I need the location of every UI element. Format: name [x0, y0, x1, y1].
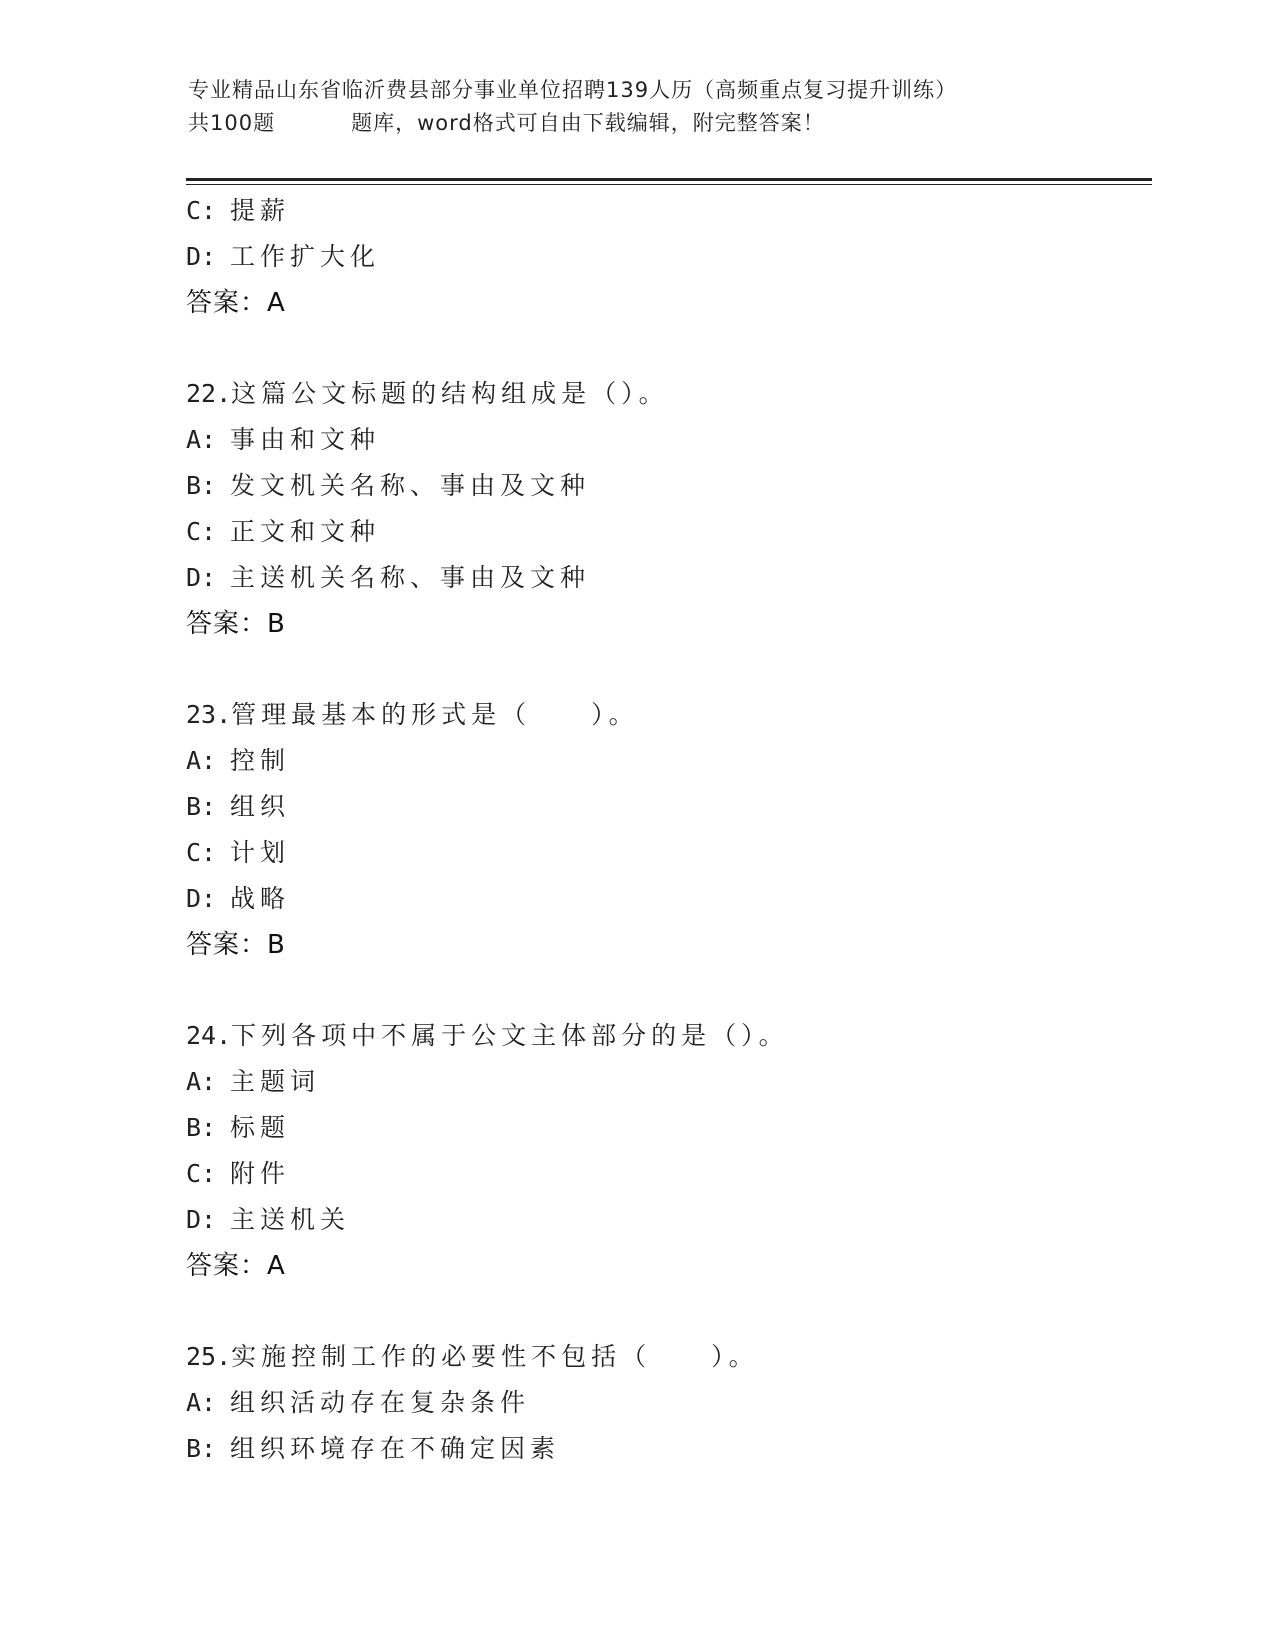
option-label: B:: [186, 471, 217, 500]
header-divider-thin: [186, 184, 1152, 185]
answer-line: 答案：B: [186, 930, 286, 960]
option-label: C:: [186, 1159, 217, 1188]
option-text: 附件: [230, 1159, 291, 1188]
answer-option: [186, 1059, 1166, 1105]
option-label: D:: [186, 563, 217, 592]
answer-option: [186, 234, 1166, 280]
question-number: 23.: [186, 700, 232, 729]
header-title-line: 专业精品山东省临沂费县部分事业单位招聘139人历（高频重点复习提升训练）: [188, 78, 958, 102]
option-text: 提薪: [230, 196, 291, 225]
answer-line: 答案：B: [186, 609, 286, 639]
spacer: [186, 1289, 1166, 1334]
answer-option: [186, 1380, 1166, 1426]
question-text: 管理最基本的形式是（ ）。: [231, 700, 639, 729]
answer-line: 答案：A: [186, 1251, 286, 1281]
option-text: 标题: [230, 1113, 291, 1142]
spacer: [186, 647, 1166, 692]
answer-option: [186, 417, 1166, 463]
option-label: D:: [186, 242, 217, 271]
option-label: C:: [186, 838, 217, 867]
question-text: 这篇公文标题的结构组成是（）。: [231, 379, 669, 408]
answer-option: [186, 1105, 1166, 1151]
option-label: B:: [186, 1113, 217, 1142]
question-stem: [186, 1334, 1166, 1380]
option-text: 计划: [230, 838, 291, 867]
option-label: B:: [186, 792, 217, 821]
answer-option: [186, 188, 1166, 234]
option-label: C:: [186, 517, 217, 546]
option-text: 事由和文种: [230, 425, 381, 454]
question-list: [186, 188, 1166, 1472]
answer-option: [186, 1151, 1166, 1197]
spacer: [186, 968, 1166, 1013]
option-text: 主题词: [230, 1067, 321, 1096]
option-text: 主送机关名称、事由及文种: [230, 563, 591, 592]
answer-option: [186, 876, 1166, 922]
option-text: 组织活动存在复杂条件: [230, 1388, 531, 1417]
option-label: D:: [186, 1205, 217, 1234]
option-text: 工作扩大化: [230, 242, 381, 271]
question-number: 24.: [186, 1021, 232, 1050]
document-header: [188, 74, 1148, 140]
answer-option: [186, 509, 1166, 555]
option-label: B:: [186, 1434, 217, 1463]
question-number: 25.: [186, 1342, 232, 1371]
option-text: 组织环境存在不确定因素: [230, 1434, 561, 1463]
header-question-count: 共100题: [188, 111, 276, 135]
option-label: A:: [186, 425, 217, 454]
option-label: D:: [186, 884, 217, 913]
question-stem: [186, 371, 1166, 417]
answer-line: 答案：A: [186, 288, 286, 318]
answer-option: [186, 830, 1166, 876]
question-stem: [186, 1013, 1166, 1059]
spacer: [186, 326, 1166, 371]
option-label: A:: [186, 1067, 217, 1096]
question-text: 下列各项中不属于公文主体部分的是（）。: [231, 1021, 789, 1050]
option-label: A:: [186, 1388, 217, 1417]
option-text: 发文机关名称、事由及文种: [230, 471, 591, 500]
answer-option: [186, 1426, 1166, 1472]
answer-option: [186, 1197, 1166, 1243]
header-description: 题库，word格式可自由下载编辑，附完整答案！: [351, 111, 825, 135]
answer-option: [186, 555, 1166, 601]
question-text: 实施控制工作的必要性不包括（ ）。: [231, 1342, 759, 1371]
option-text: 组织: [230, 792, 291, 821]
option-text: 控制: [230, 746, 291, 775]
answer-option: [186, 784, 1166, 830]
header-divider-thick: [186, 178, 1152, 181]
question-stem: [186, 692, 1166, 738]
option-text: 战略: [230, 884, 291, 913]
answer-option: [186, 738, 1166, 784]
header-subtitle-line: [188, 107, 1148, 140]
option-text: 正文和文种: [230, 517, 381, 546]
option-label: A:: [186, 746, 217, 775]
answer-option: [186, 463, 1166, 509]
option-label: C:: [186, 196, 217, 225]
option-text: 主送机关: [230, 1205, 351, 1234]
question-number: 22.: [186, 379, 232, 408]
